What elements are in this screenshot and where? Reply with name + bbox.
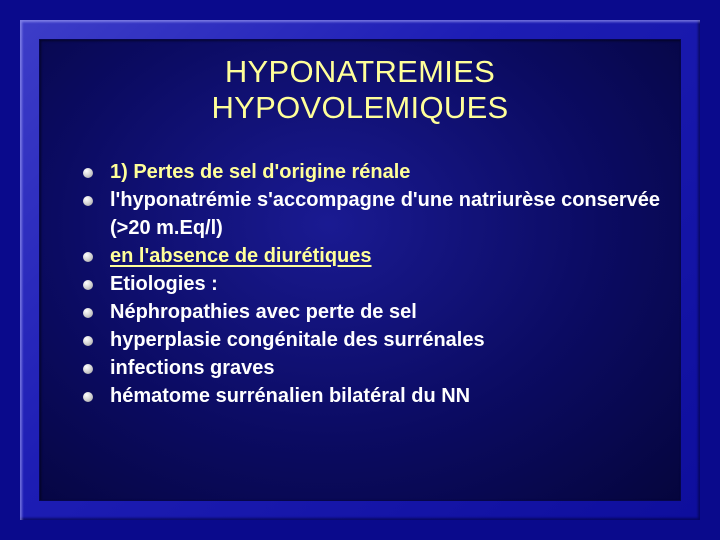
sphere-bullet-icon: [83, 252, 93, 262]
bullet-text: l'hyponatrémie s'accompagne d'une natriurèse conservée (>20 m.Eq/l): [110, 189, 661, 239]
bullet-item: [82, 270, 662, 298]
bullet-item: [82, 382, 662, 410]
sphere-bullet-icon: [83, 280, 93, 290]
sphere-bullet-icon: [83, 308, 93, 318]
bullet-item: [82, 158, 662, 186]
bullet-item: [82, 242, 662, 270]
sphere-bullet-icon: [83, 168, 93, 178]
bullet-text: en l'absence de diurétiques: [110, 245, 372, 267]
bullet-text: infections graves: [110, 357, 275, 379]
bullet-text: Etiologies :: [110, 273, 218, 295]
bullet-text: hématome surrénalien bilatéral du NN: [110, 385, 471, 407]
title-line-1: HYPONATREMIES: [224, 54, 496, 89]
sphere-bullet-icon: [83, 336, 93, 346]
title-line-2: HYPOVOLEMIQUES: [211, 90, 509, 125]
sphere-bullet-icon: [83, 196, 93, 206]
slide-title: [40, 54, 680, 126]
bullet-list: [82, 158, 662, 410]
bullet-text: Néphropathies avec perte de sel: [110, 301, 417, 323]
sphere-bullet-icon: [83, 392, 93, 402]
bullet-text: 1) Pertes de sel d'origine rénale: [110, 161, 411, 183]
bullet-item: [82, 354, 662, 382]
bullet-item: [82, 326, 662, 354]
bullet-item: [82, 298, 662, 326]
sphere-bullet-icon: [83, 364, 93, 374]
bullet-text: hyperplasie congénitale des surrénales: [110, 329, 485, 351]
bullet-item: [82, 186, 662, 242]
